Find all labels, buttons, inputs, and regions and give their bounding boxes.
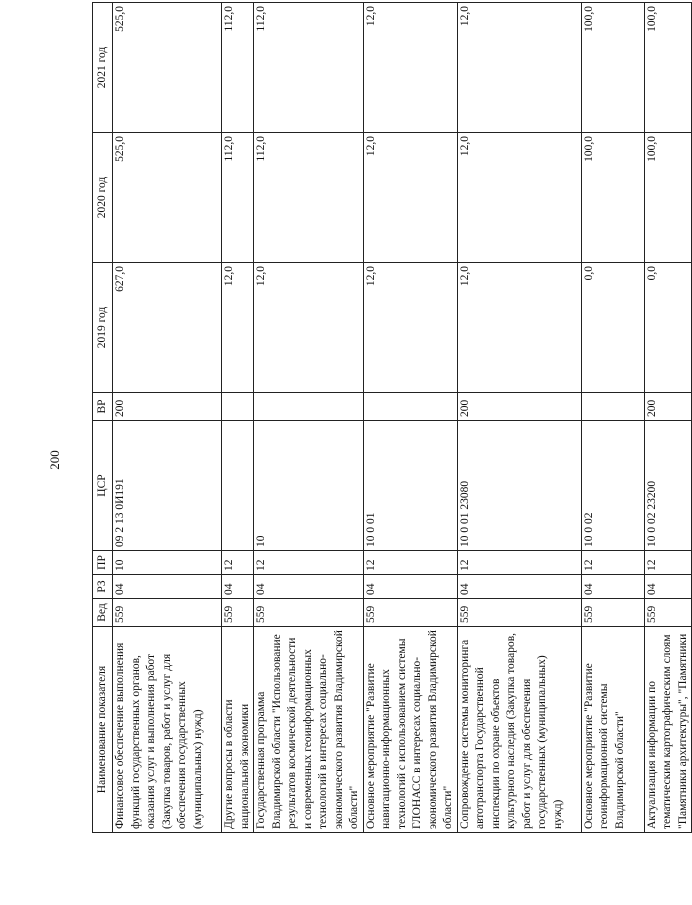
cell-name: Государственная программа Владимирской области "Использование результатов космической деятельности и современных геоинформационных технологий в интересах социально-экономического развития Владимирской области": [254, 627, 364, 833]
cell-ved: 559: [222, 599, 254, 627]
cell-name: Финансовое обеспечение выполнения функций государственных органов, оказания услуг и выполнения работ (Закупка товаров, работ и услуг для обеспечения государственных (муниципальных) нужд): [113, 627, 222, 833]
table-row: [644, 3, 692, 833]
cell-name: Основное мероприятие "Развитие навигационно-информационных технологий с использованием системы ГЛОНАСС в интересах социально-экономического развития Владимирской области": [363, 627, 457, 833]
cell-ved: 559: [363, 599, 457, 627]
cell-csr: 10: [254, 421, 364, 551]
header-2019: 2019 год: [93, 263, 113, 393]
cell-vr: 200: [457, 393, 581, 421]
cell-2019: 0,0: [644, 263, 692, 393]
cell-name: Другие вопросы в области национальной экономики: [222, 627, 254, 833]
cell-2019: 0,0: [581, 263, 644, 393]
cell-csr: [222, 421, 254, 551]
cell-vr: 200: [113, 393, 222, 421]
cell-2019: 12,0: [363, 263, 457, 393]
table-row: [581, 3, 644, 833]
cell-2020: 12,0: [457, 133, 581, 263]
cell-2020: 100,0: [581, 133, 644, 263]
table-row: [222, 3, 254, 833]
header-vr: ВР: [93, 393, 113, 421]
cell-2019: 12,0: [457, 263, 581, 393]
header-rz: РЗ: [93, 575, 113, 599]
cell-rz: 04: [644, 575, 692, 599]
header-csr: ЦСР: [93, 421, 113, 551]
cell-vr: [581, 393, 644, 421]
cell-2020: 112,0: [222, 133, 254, 263]
cell-vr: [222, 393, 254, 421]
cell-rz: 04: [254, 575, 364, 599]
cell-2020: 12,0: [363, 133, 457, 263]
rotated-table-container: [92, 3, 692, 833]
cell-2021: 12,0: [363, 3, 457, 133]
cell-ved: 559: [644, 599, 692, 627]
cell-csr: 10 0 02 23200: [644, 421, 692, 551]
cell-csr: 10 0 02: [581, 421, 644, 551]
cell-name: Основное мероприятие "Развитие геоинформационной системы Владимирской области": [581, 627, 644, 833]
cell-pr: 12: [581, 551, 644, 575]
cell-pr: 10: [113, 551, 222, 575]
table-row: [457, 3, 581, 833]
cell-csr: 09 2 13 0И191: [113, 421, 222, 551]
table-row: [254, 3, 364, 833]
cell-rz: 04: [222, 575, 254, 599]
cell-rz: 04: [113, 575, 222, 599]
header-pr: ПР: [93, 551, 113, 575]
cell-2021: 12,0: [457, 3, 581, 133]
cell-2021: 112,0: [254, 3, 364, 133]
cell-vr: [254, 393, 364, 421]
cell-rz: 04: [457, 575, 581, 599]
cell-2021: 100,0: [644, 3, 692, 133]
cell-2020: 100,0: [644, 133, 692, 263]
cell-2021: 525,0: [113, 3, 222, 133]
cell-2021: 112,0: [222, 3, 254, 133]
cell-name: Актуализация информации по тематическим картографическим слоям "Памятники архитектуры", "Памятники: [644, 627, 692, 833]
cell-pr: 12: [457, 551, 581, 575]
cell-2019: 627,0: [113, 263, 222, 393]
page-number: 200: [47, 450, 62, 470]
header-2021: 2021 год: [93, 3, 113, 133]
cell-2020: 112,0: [254, 133, 364, 263]
header-ved: Вед: [93, 599, 113, 627]
cell-ved: 559: [581, 599, 644, 627]
cell-2019: 12,0: [222, 263, 254, 393]
table-row: [113, 3, 222, 833]
budget-table: [92, 2, 692, 833]
cell-rz: 04: [363, 575, 457, 599]
cell-vr: 200: [644, 393, 692, 421]
header-2020: 2020 год: [93, 133, 113, 263]
cell-rz: 04: [581, 575, 644, 599]
table-row: [363, 3, 457, 833]
cell-2021: 100,0: [581, 3, 644, 133]
header-name: Наименование показателя: [93, 627, 113, 833]
cell-ved: 559: [254, 599, 364, 627]
cell-pr: 12: [363, 551, 457, 575]
cell-vr: [363, 393, 457, 421]
cell-csr: 10 0 01 23080: [457, 421, 581, 551]
cell-ved: 559: [113, 599, 222, 627]
cell-pr: 12: [222, 551, 254, 575]
cell-2019: 12,0: [254, 263, 364, 393]
cell-name: Сопровождение системы мониторинга автотранспорта Государственной инспекции по охране объектов культурного наследия (Закупка товаров, работ и услуг для обеспечения государственных (муниципальных) нужд): [457, 627, 581, 833]
cell-ved: 559: [457, 599, 581, 627]
cell-csr: 10 0 01: [363, 421, 457, 551]
table-header-row: [93, 3, 113, 833]
cell-pr: 12: [644, 551, 692, 575]
cell-2020: 525,0: [113, 133, 222, 263]
cell-pr: 12: [254, 551, 364, 575]
